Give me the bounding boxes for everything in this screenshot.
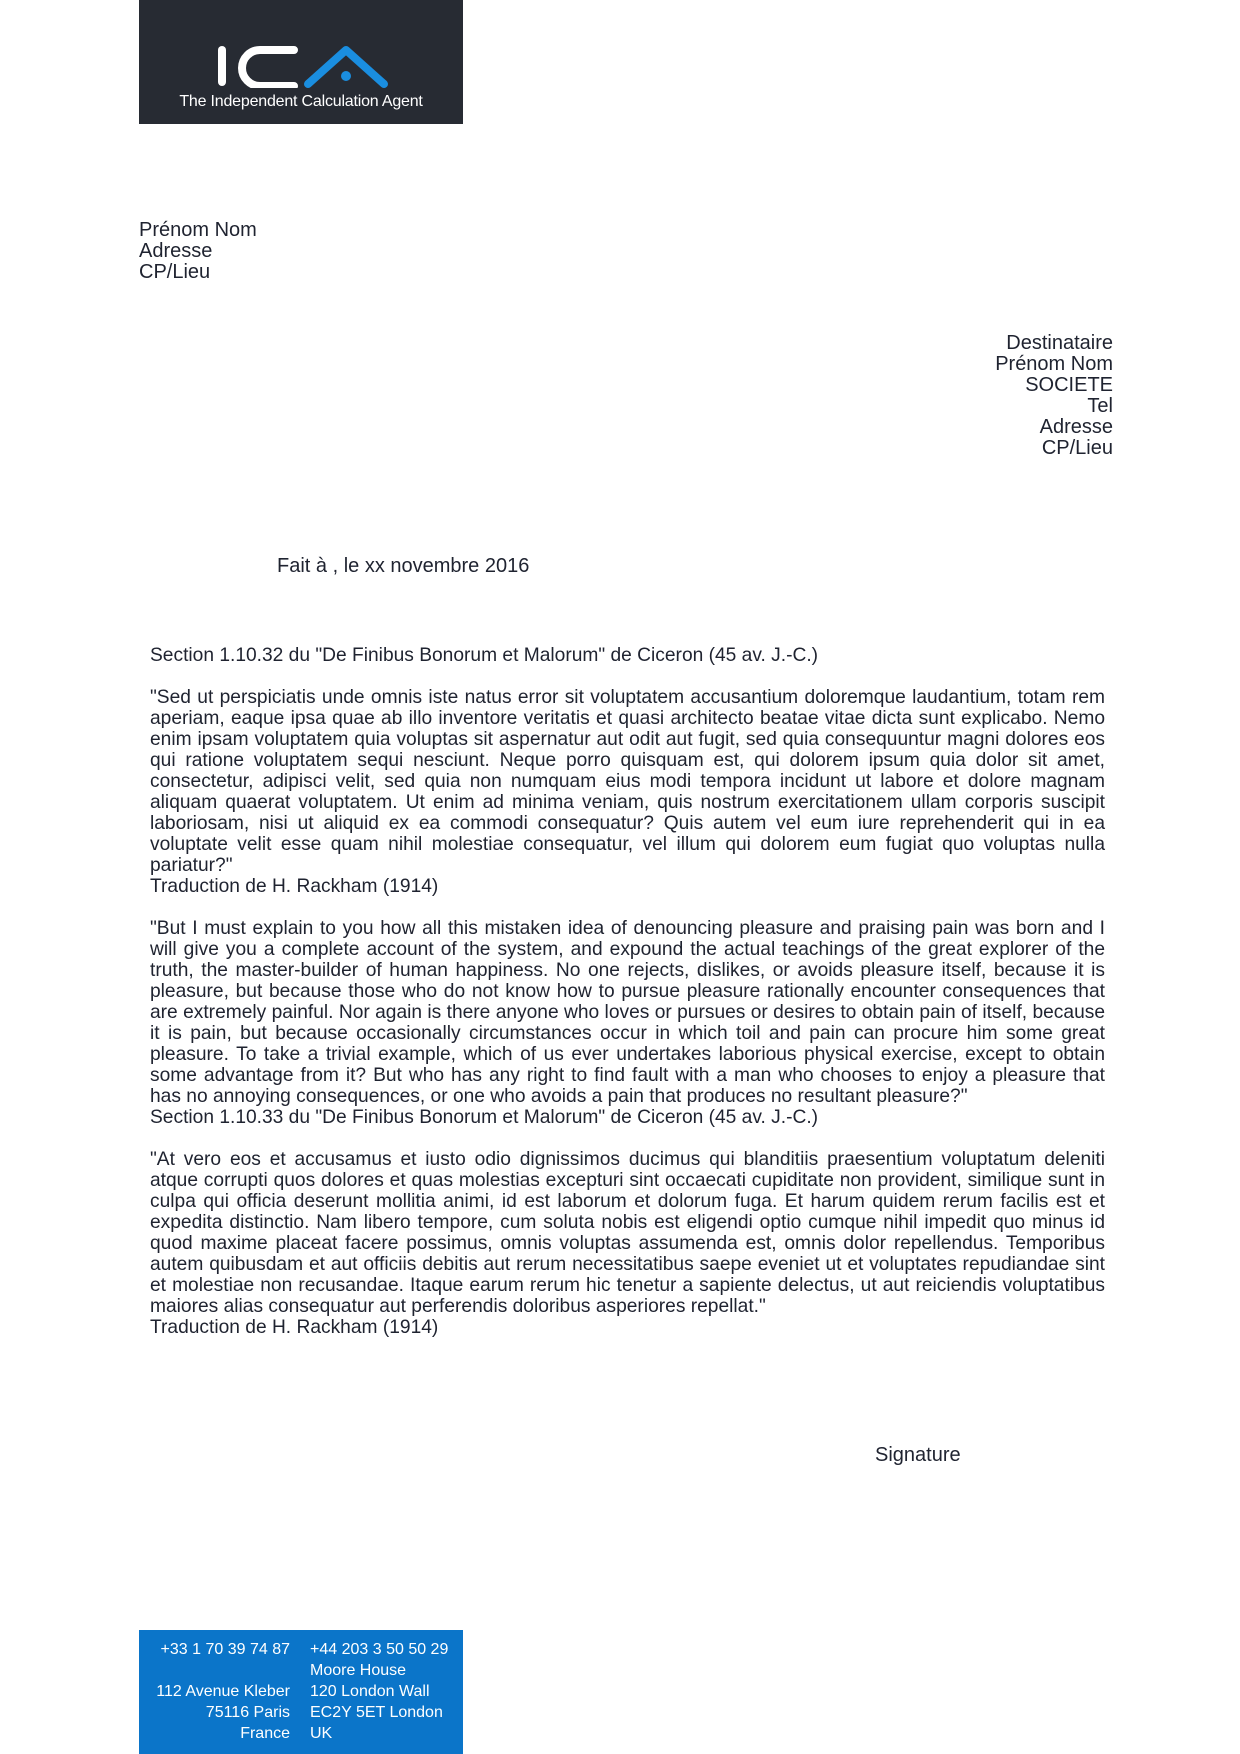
paragraph-2: "But I must explain to you how all this mistaken idea of denouncing pleasure and praising pain was born and I will give you a complete account of the system, and expound the actual teachings of the great explorer of the truth, the master-builder of human happiness. No one rejects, dislikes, or avoids pleasure itself, because it is pleasure, but because those who do not know how to pursue pleasure rationally encounter consequences that are extremely painful. Nor again is there anyone who loves or pursues or desires to obtain pain of itself, because it is pain, but because occasionally circumstances occur in which toil and pain can procure him some great pleasure. To take a trivial example, which of us ever undertakes laborious physical exercise, except to obtain some advantage from it? But who has any right to find fault with a man who chooses to enjoy a pleasure that has no annoying consequences, or one who avoids a pain that produces no resultant pleasure?" — [150, 918, 1105, 1107]
paris-city: 75116 Paris — [205, 1704, 290, 1721]
date-line: Fait à , le xx novembre 2016 — [277, 555, 530, 577]
recipient-company: SOCIETE — [1025, 374, 1113, 396]
sender-address-block — [139, 220, 257, 283]
sender-city: CP/Lieu — [139, 261, 211, 283]
recipient-name: Prénom Nom — [995, 353, 1113, 375]
london-street: 120 London Wall — [310, 1683, 430, 1700]
recipient-address: Adresse — [1039, 416, 1113, 438]
signature-label: Signature — [875, 1444, 961, 1466]
london-building: Moore House — [310, 1662, 407, 1679]
letter-body — [150, 645, 1105, 1359]
recipient-heading: Destinataire — [1006, 332, 1113, 354]
london-country: UK — [310, 1725, 333, 1742]
sender-name: Prénom Nom — [139, 219, 257, 241]
translation-credit-2: Traduction de H. Rackham (1914) — [150, 1317, 439, 1338]
translation-credit-1: Traduction de H. Rackham (1914) — [150, 876, 439, 897]
paris-phone: +33 1 70 39 74 87 — [160, 1641, 290, 1658]
paris-country: France — [240, 1725, 290, 1742]
london-phone: +44 203 3 50 50 29 — [310, 1641, 449, 1658]
section-title-1: Section 1.10.32 du "De Finibus Bonorum et Malorum" de Ciceron (45 av. J.-C.) — [150, 645, 819, 666]
london-office-contact — [310, 1639, 448, 1744]
sender-address: Adresse — [139, 240, 213, 262]
paris-street: 112 Avenue Kleber — [156, 1683, 290, 1700]
paragraph-3: "At vero eos et accusamus et iusto odio dignissimos ducimus qui blanditiis praesentium voluptatum deleniti atque corrupti quos dolores et quas molestias excepturi sint occaecati cupiditate non provident, similique sunt in culpa qui officia deserunt mollitia animi, id est laborum et dolorum fuga. Et harum quidem rerum facilis est et expedita distinctio. Nam libero tempore, cum soluta nobis est eligendi optio cumque nihil impedit quo minus id quod maxime placeat facere possimus, omnis voluptas assumenda est, omnis dolor repellendus. Temporibus autem quibusdam et aut officiis debitis aut rerum necessitatibus saepe eveniet ut et voluptates repudiandae sint et molestiae non recusandae. Itaque earum rerum hic tenetur a sapiente delectus, ut aut reiciendis voluptatibus maiores alias consequatur aut perferendis doloribus asperiores repellat." — [150, 1149, 1105, 1317]
logo-tagline: The Independent Calculation Agent — [179, 93, 423, 110]
recipient-address-block — [995, 333, 1113, 459]
company-logo-header — [139, 0, 463, 124]
ica-logo-icon — [216, 44, 391, 88]
recipient-city: CP/Lieu — [1041, 437, 1113, 459]
section-title-2: Section 1.10.33 du "De Finibus Bonorum et Malorum" de Ciceron (45 av. J.-C.) — [150, 1107, 819, 1128]
paragraph-1: "Sed ut perspiciatis unde omnis iste natus error sit voluptatem accusantium doloremque laudantium, totam rem aperiam, eaque ipsa quae ab illo inventore veritatis et quasi architecto beatae vitae dicta sunt explicabo. Nemo enim ipsam voluptatem quia voluptas sit aspernatur aut odit aut fugit, sed quia consequuntur magni dolores eos qui ratione voluptatem sequi nesciunt. Neque porro quisquam est, qui dolorem ipsum quia dolor sit amet, consectetur, adipisci velit, sed quia non numquam eius modi tempora incidunt ut labore et dolore magnam aliquam quaerat voluptatem. Ut enim ad minima veniam, quis nostrum exercitationem ullam corporis suscipit laboriosam, nisi ut aliquid ex ea commodi consequatur? Quis autem vel eum iure reprehenderit qui in ea voluptate velit esse quam nihil molestiae consequatur, vel illum qui dolorem eum fugiat quo voluptas nulla pariatur?" — [150, 687, 1105, 876]
recipient-tel: Tel — [1087, 395, 1113, 417]
london-city: EC2Y 5ET London — [310, 1704, 443, 1721]
footer-contact-block — [139, 1630, 463, 1754]
paris-office-contact — [156, 1639, 290, 1744]
